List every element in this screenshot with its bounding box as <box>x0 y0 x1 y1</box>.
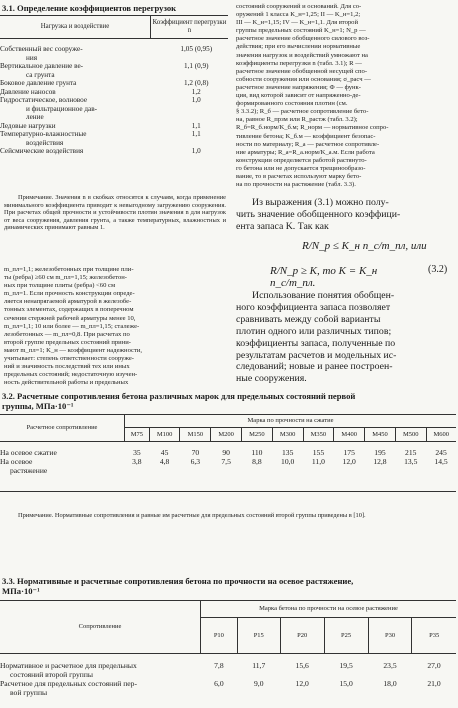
table-3-2-bottom-rule <box>0 491 456 492</box>
col-header-resistance: Расчетное сопротивление <box>0 415 125 442</box>
table-row-cont: вой группы <box>10 688 48 697</box>
table-row: Гидростатическое, волновое 1,0 <box>0 96 201 104</box>
col-header-resistance-3-3: Сопротивление <box>0 601 201 654</box>
equation-number: (3.2) <box>428 264 448 275</box>
table-row: Собственный вес сооруже- 1,05 (0,95) <box>0 45 213 53</box>
col-header-load: Нагрузка и воздействие <box>0 16 151 39</box>
table-3-2-title: 3.2. Расчетные сопротивления бетона различных марок для предельных состояний первой группы, МПа·10⁻¹ <box>2 391 356 411</box>
right-paragraph-2: Из выражения (3.1) можно полу- чить значение обобщенного коэффици- ента запаса K. Так как <box>236 197 401 232</box>
grade-header-3-3: Марка бетона по прочности на осевое растяжение <box>201 601 457 618</box>
col-header-coef: Коэффициент перегрузки n <box>151 16 229 39</box>
table-3-3: Сопротивление Марка бетона по прочности на осевое растяжение P10 P15 P20 P25 P30 P35 Нормативное и расчетное для предельных 7,8 11,7 15,6 19,5 23,5 27,0 состояний второй группы Расчетное для предельных состояний пер- 6,0 9,0 12,0 15,0 18,0 21,0 вой группы <box>0 600 456 697</box>
table-row-cont: растяжение <box>10 466 48 475</box>
table-row-cont: ния <box>26 53 37 62</box>
table-row-cont: состояний второй группы <box>10 670 93 679</box>
left-body-text: m_пл=1,1; железобетонных при толщине пли- ты (ребра) ≥60 см m_пл=1,15; железобетон- ных при толщине плиты (ребра) <60 см m_пл=1. Если прочность конструкции опреде- ляется ненапрягаемой арматурой в железобе- тонных элементах, содержащих в поперечном сечении стержней рабочей арматуры менее 10, m_пл=1,1; 10 или более — m_пл=1,15; сталеже- лезобетонных — m_пл=0,8. При расчетах по второй группе предельных состояний прини- мают m_пл=1; K_н — коэффициент надежности, учитывает: степень ответственности сооруже- ний и значимость последствий тех или иных предельных состояний; недостаточную изучен- ность действительной работы и предельных <box>4 266 143 387</box>
table-row: Ледовые нагрузки 1,1 <box>0 121 201 130</box>
table-row: Боковое давление грунта 1,2 (0,8) <box>0 79 209 87</box>
table-3-1-note: Примечание. Значения n в скобках относятся к случаям, когда применение минимального коэффициента приводит к невыгодному загружению сооружения. При расчетах общей прочности и устойчивости плотин значения n для нагрузок от веса сооружения, давления грунта, а также температурных, влажностных и динамических принимают равным 1. <box>4 194 226 232</box>
table-3-1-title: 3.1. Определение коэффициентов перегрузок <box>2 3 177 13</box>
table-row: Вертикальное давление ве- 1,1 (0,9) <box>0 62 209 70</box>
table-row-cont: воздействия <box>26 138 64 147</box>
table-row-cont: ление <box>26 113 44 121</box>
table-3-3-title: 3.3. Нормативные и расчетные сопротивления бетона по прочности на осевое растяжение, МПа·10⁻¹ <box>2 576 354 596</box>
table-row: Сейсмические воздействия 1,0 <box>0 147 201 155</box>
table-row: Нормативное и расчетное для предельных 7,8 11,7 15,6 19,5 23,5 27,0 <box>0 661 441 670</box>
table-row-cont: и фильтрационное дав- <box>26 104 98 113</box>
equation-inequality: R/N_р ≤ K_н n_с/m_пл, или <box>302 240 427 252</box>
table-3-1 <box>0 15 228 156</box>
equation-3-2: R/N_р ≥ K, то K = K_н n_с/m_пл. <box>270 265 378 289</box>
table-row: Расчетное для предельных состояний пер- 6,0 9,0 12,0 15,0 18,0 21,0 <box>0 679 441 688</box>
table-row: На осевое сжатие 35 45 70 90 110 135 155 175 195 215 245 <box>0 448 447 457</box>
table-row: Температурно-влажностные 1,1 <box>0 130 201 138</box>
right-body-text: состояний сооружений и оснований. Для со- оружений 1 класса K_н=1,25; II — K_н=1,2; III — K_н=1,15; IV — K_н=1,1. Для второй группы предельных состояний K_н=1; N_р — расчетное значение обобщенного силового воз- действия; при его вычислении нормативные значения нагрузок и воздействий умножают на коэффициенты перегрузки n (табл. 3.1); R — расчетное значение обобщенной несущей спо- собности сооружения или основания; σ_расч — расчетное значение напряжения; Ф — функ- ция, вид которой зависит от напряженно-де- формированного состояния плотин (см. § 3.3.2); R_б — расчетное сопротивление бето- на, равное R_прзм или R_растж (табл. 3.2); R_б=R_б.норм/K_б.м; R_норм — нормативное сопро- тивление бетона; K_б.м — коэффициент безопас- ности по материалу; R_а — расчетное сопротивле- ние арматуры; R_а=R_а.норм/K_а.м. Если работа конструкции определяется работой растянуто- го бетона или не допускается трещинообразо- вание, то в расчетах используют марку бето- на по прочности на растяжение (табл. 3.3). <box>236 3 389 189</box>
grade-header: Марка по прочности на сжатие <box>125 415 457 428</box>
table-row: Давление наносов 1,2 <box>0 87 201 96</box>
table-3-2-note: Примечание. Нормативные сопротивления и равные им расчетные для предельных состояний второй группы приведены в [10]. <box>18 512 366 519</box>
table-row: На осевое 3,8 4,8 6,3 7,5 8,8 10,0 11,0 12,0 12,8 13,5 14,5 <box>0 457 448 466</box>
table-3-2: Расчетное сопротивление Марка по прочности на сжатие M75 M100 M150 M200 M250 M300 M350 M400 M450 M500 M600 На осевое сжатие 35 45 70 90 110 135 155 175 195 215 245 На осевое 3,8 4,8 6,3 7,5 8,8 10,0 11,0 12,0 12,8 13,5 14,5 растяжение <box>0 414 456 475</box>
right-paragraph-3: Использование понятия обобщен- ного коэффициента запаса позволяет сравнивать между собой варианты плотин одного или различных типов; коэффициенты запаса, полученные по результатам расчетов и модельных ис- следований; новые и ранее построен- ные сооружения. <box>236 290 397 385</box>
table-row-cont: са грунта <box>26 70 55 79</box>
